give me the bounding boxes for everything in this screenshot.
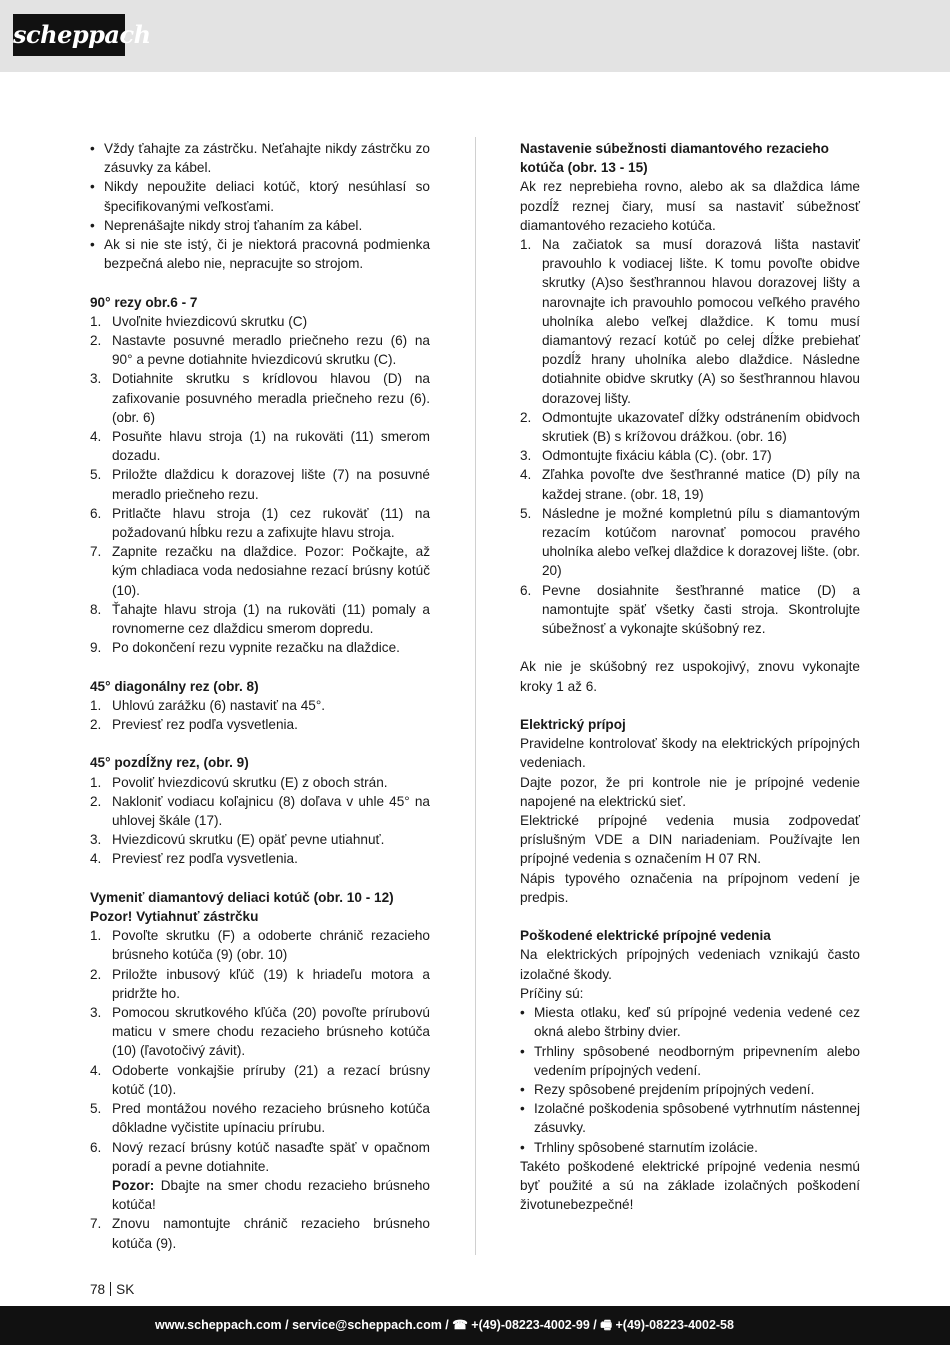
step-number: 1. — [520, 237, 532, 253]
numbered-step — [520, 465, 860, 503]
numbered-step — [90, 926, 430, 964]
numbered-step — [520, 581, 860, 639]
numbered-step — [90, 542, 430, 600]
bullet-item — [520, 1042, 860, 1080]
step-number: 8. — [90, 601, 102, 617]
bullet-marker: • — [520, 1043, 525, 1059]
paragraph: Nápis typového označenia na prípojnom vedení je predpis. — [520, 870, 860, 905]
numbered-step — [90, 1061, 430, 1099]
bullet-marker: • — [90, 237, 95, 253]
spacer — [90, 657, 430, 676]
numbered-step — [90, 638, 430, 657]
step-number: 4. — [520, 467, 532, 483]
item-text: Zľahka povoľte dve šesťhranné matice (D) píly na každej strane. (obr. 18, 19) — [542, 467, 860, 502]
step-number: 5. — [90, 1101, 102, 1117]
bullet-item — [90, 139, 430, 177]
item-text: Pomocou skrutkového kľúča (20) povoľte prírubovú maticu v smere chodu rezacieho brúsneho kotúča (10) (ľavotočivý závit). — [112, 1005, 430, 1059]
bullet-item — [90, 235, 430, 273]
numbered-step — [90, 696, 430, 715]
warning-label: Pozor: — [112, 1177, 155, 1193]
spacer — [520, 696, 860, 715]
item-text: Následne je možné kompletnú pílu s diamantovým rezacím kotúčom narovnať pomocou pravého uholníka alebo veľkej dlaždice k dorazovej lište. (obr. 20) — [542, 505, 860, 579]
item-text: Trhliny spôsobené starnutím izolácie. — [534, 1139, 758, 1155]
bullet-item — [520, 1138, 860, 1157]
section-heading: Pozor! Vytiahnuť zástrčku — [90, 909, 259, 925]
paragraph: Pravidelne kontrolovať škody na elektrických prípojných vedeniach. — [520, 736, 860, 771]
item-text: Vždy ťahajte za zástrčku. Neťahajte nikdy zástrčku zo zásuvky za kábel. — [104, 141, 430, 176]
step-number: 4. — [90, 1062, 102, 1078]
item-text: Uvoľnite hviezdicovú skrutku (C) — [112, 313, 308, 329]
step-number: 2. — [90, 793, 102, 809]
bullet-item — [520, 1003, 860, 1041]
item-text: Odmontujte ukazovateľ dĺžky odstránením obidvoch skrutiek (B) s krížovou drážkou. (obr. 16) — [542, 409, 860, 445]
paragraph: Príčiny sú: — [520, 985, 584, 1001]
page-header — [0, 0, 950, 72]
item-text: Pevne dosiahnite šesťhranné matice (D) a namontujte späť všetky časti stroja. Skontrolujte súbežnosť a vykonajte skúšobný rez. — [542, 582, 860, 637]
item-text: Ak si nie ste istý, či je niektorá pracovná podmienka bezpečná alebo nie, nepracujte so strojom. — [104, 237, 430, 272]
step-number: 2. — [90, 717, 102, 733]
step-number: 3. — [90, 1005, 102, 1021]
step-number: 1. — [90, 697, 102, 713]
numbered-step — [90, 369, 430, 427]
item-text: Nakloniť vodiacu koľajnicu (8) doľava v uhle 45° na uhlovej škále (17). — [112, 793, 430, 829]
item-text: Trhliny spôsobené neodborným pripevnením alebo vedením prípojných vedení. — [534, 1043, 860, 1078]
step-number: 6. — [90, 1139, 102, 1155]
item-text: Uhlovú zarážku (6) nastaviť na 45°. — [112, 697, 326, 713]
item-text: Neprenášajte nikdy stroj ťahaním za kábel. — [104, 217, 363, 233]
paragraph: Dajte pozor, že pri kontrole nie je prípojné vedenie napojené na elektrickú sieť. — [520, 774, 860, 809]
bullet-marker: • — [520, 1005, 525, 1021]
spacer — [90, 273, 430, 292]
step-number: 2. — [90, 966, 102, 982]
item-text: Previesť rez podľa vysvetlenia. — [112, 851, 298, 867]
step-number: 5. — [520, 505, 532, 521]
item-text: Priložte inbusový kľúč (19) k hriadeľu motora a pridržte ho. — [112, 966, 430, 1001]
step-number: 3. — [520, 448, 532, 464]
spacer — [520, 638, 860, 657]
spacer — [520, 907, 860, 926]
page-number — [90, 1280, 134, 1299]
section-heading: Poškodené elektrické prípojné vedenia — [520, 928, 771, 944]
page-footer — [0, 1306, 950, 1345]
numbered-step — [90, 773, 430, 792]
item-text: Izolačné poškodenia spôsobené vytrhnutím nástennej zásuvky. — [534, 1101, 860, 1136]
step-number: 6. — [90, 505, 102, 521]
numbered-step — [90, 1003, 430, 1061]
item-text: Previesť rez podľa vysvetlenia. — [112, 717, 298, 733]
section-heading: Elektrický prípoj — [520, 717, 626, 733]
bullet-marker: • — [90, 141, 95, 156]
numbered-step — [520, 446, 860, 465]
item-text: Hviezdicovú skrutku (E) opäť pevne utiahnuť. — [112, 832, 385, 848]
item-text: Zapnite rezačku na dlaždice. Pozor: Počkajte, až kým chladiaca voda nedosiahne rezací brúsny kotúč (10). — [112, 544, 430, 598]
step-number: 1. — [90, 774, 102, 790]
step-number: 5. — [90, 467, 102, 483]
right-column — [520, 139, 860, 1214]
page-number-separator — [110, 1282, 111, 1296]
numbered-step — [90, 849, 430, 868]
item-text: Odmontujte fixáciu kábla (C). (obr. 17) — [542, 448, 772, 464]
scheppach-logo: scheppach — [13, 14, 125, 56]
item-text: Ťahajte hlavu stroja (1) na rukoväti (11) pomaly a rovnomerne cez dlaždicu smerom dopredu. — [112, 601, 430, 637]
numbered-step — [90, 312, 430, 331]
item-text: Nikdy nepoužite deliaci kotúč, ktorý nesúhlasí so špecifikovanými veľkosťami. — [104, 179, 430, 214]
paragraph: Elektrické prípojné vedenia musia zodpovedať príslušným VDE a DIN nariadeniam. Používajte len prípojné vedenia s označením H 07 RN. — [520, 813, 860, 867]
numbered-step — [90, 331, 430, 369]
item-text: Na začiatok sa musí dorazová lišta nastaviť pravouhlo k vodiacej lište. K tomu povoľte obidve skrutky (A)so šesťhrannou hlavou dorazovej lišty a narovnajte ich pravouhlo pomocou veľkého pravého uholníka alebo veľkej dlaždice. K tomu musí diamantový rezací kotúč po celej dĺžke prebiehať pozdĺž hrany uholníka alebo dlaždice. Následne dotiahnite obidve skrutky (A) so šesťhrannou hlavou dorazovej lišty. — [542, 237, 860, 406]
warning-text: Dbajte na smer chodu rezacieho brúsneho kotúča! — [112, 1177, 430, 1213]
numbered-step — [520, 235, 860, 408]
paragraph: Na elektrických prípojných vedeniach vznikajú často izolačné škody. — [520, 947, 860, 982]
paragraph: Ak nie je skúšobný rez uspokojivý, znovu vykonajte kroky 1 až 6. — [520, 659, 860, 694]
bullet-item — [520, 1099, 860, 1137]
item-text: Nastavte posuvné meradlo priečneho rezu (6) na 90° a pevne dotiahnite hviezdicovú skrutku (C). — [112, 333, 430, 368]
step-number: 7. — [90, 1216, 102, 1232]
bullet-item — [90, 216, 430, 235]
bullet-marker: • — [90, 217, 95, 233]
numbered-step — [90, 715, 430, 734]
item-text: Znovu namontujte chránič rezacieho brúsneho kotúča (9). — [112, 1216, 430, 1251]
step-number: 7. — [90, 544, 102, 560]
language-code: SK — [116, 1282, 135, 1297]
numbered-step — [90, 427, 430, 465]
column-divider — [475, 137, 476, 1255]
bullet-item — [90, 177, 430, 215]
item-text: Odoberte vonkajšie príruby (21) a rezací brúsny kotúč (10). — [112, 1062, 430, 1097]
item-text: Pred montážou nového rezacieho brúsneho kotúča dôkladne vyčistite upínaciu prírubu. — [112, 1101, 430, 1136]
step-number: 9. — [90, 640, 102, 656]
step-number: 2. — [90, 333, 102, 349]
numbered-step — [90, 1099, 430, 1137]
item-text: Pritlačte hlavu stroja (1) cez rukoväť (11) na požadovanú hĺbku rezu a zafixujte hlavu stroja. — [112, 505, 430, 541]
section-heading: Vymeniť diamantový deliaci kotúč (obr. 10 - 12) — [90, 889, 394, 905]
numbered-step — [90, 830, 430, 849]
spacer — [90, 734, 430, 753]
item-text: Miesta otlaku, keď sú prípojné vedenia vedené cez okná alebo štrbiny dvier. — [534, 1005, 860, 1040]
step-number: 1. — [90, 928, 102, 944]
step-number: 2. — [520, 409, 532, 425]
item-text: Povoľte skrutku (F) a odoberte chránič rezacieho brúsneho kotúča (9) (obr. 10) — [112, 928, 430, 963]
step-number: 3. — [90, 371, 102, 387]
bullet-marker: • — [520, 1101, 525, 1117]
item-text: Priložte dlaždicu k dorazovej lište (7) na posuvné meradlo priečneho rezu. — [112, 467, 430, 502]
step-number: 6. — [520, 582, 532, 598]
step-number: 4. — [90, 429, 102, 445]
step-number: 4. — [90, 851, 102, 867]
numbered-step — [90, 792, 430, 830]
bullet-marker: • — [90, 179, 95, 195]
bullet-marker: • — [520, 1081, 525, 1097]
paragraph: Ak rez neprebieha rovno, alebo ak sa dlaždica láme pozdĺž reznej čiary, musí sa nastaviť súbežnosť diamantového rezacieho kotúča. — [520, 179, 860, 233]
step-number: 1. — [90, 313, 102, 329]
bullet-marker: • — [520, 1139, 525, 1155]
numbered-step — [90, 1138, 430, 1215]
numbered-step — [90, 600, 430, 638]
left-column — [90, 139, 430, 1253]
section-heading: Nastavenie súbežnosti diamantového rezacieho kotúča (obr. 13 - 15) — [520, 141, 829, 176]
section-heading: 45° diagonálny rez (obr. 8) — [90, 678, 259, 694]
item-text: Posuňte hlavu stroja (1) na rukoväti (11) smerom dozadu. — [112, 429, 430, 464]
numbered-step — [90, 1214, 430, 1252]
paragraph: Takéto poškodené elektrické prípojné vedenia nesmú byť použité a sú na základe izolačných poškodení životunebezpečné! — [520, 1158, 860, 1213]
numbered-step — [90, 965, 430, 1003]
numbered-step — [90, 465, 430, 503]
numbered-step — [90, 504, 430, 542]
numbered-step — [520, 408, 860, 446]
spacer — [90, 869, 430, 888]
item-text: Po dokončení rezu vypnite rezačku na dlaždice. — [112, 640, 400, 656]
section-heading: 45° pozdĺžny rez, (obr. 9) — [90, 755, 249, 771]
section-heading: 90° rezy obr.6 - 7 — [90, 294, 198, 310]
item-text: Nový rezací brúsny kotúč nasaďte späť v opačnom poradí a pevne dotiahnite. — [112, 1139, 430, 1174]
page-number-value: 78 — [90, 1282, 106, 1297]
step-number: 3. — [90, 832, 102, 848]
item-text: Dotiahnite skrutku s krídlovou hlavou (D) na zafixovanie posuvného meradla priečneho rezu (6). (obr. 6) — [112, 371, 430, 425]
numbered-step — [520, 504, 860, 581]
item-text: Povoliť hviezdicovú skrutku (E) z oboch strán. — [112, 774, 388, 790]
item-text: Rezy spôsobené prejdením prípojných vedení. — [534, 1081, 815, 1097]
footer-contact: www.scheppach.com / service@scheppach.com / ☎ +(49)-08223-4002-99 / 🖷 +(49)-08223-4002-58 — [155, 1318, 734, 1332]
bullet-item — [520, 1080, 860, 1099]
